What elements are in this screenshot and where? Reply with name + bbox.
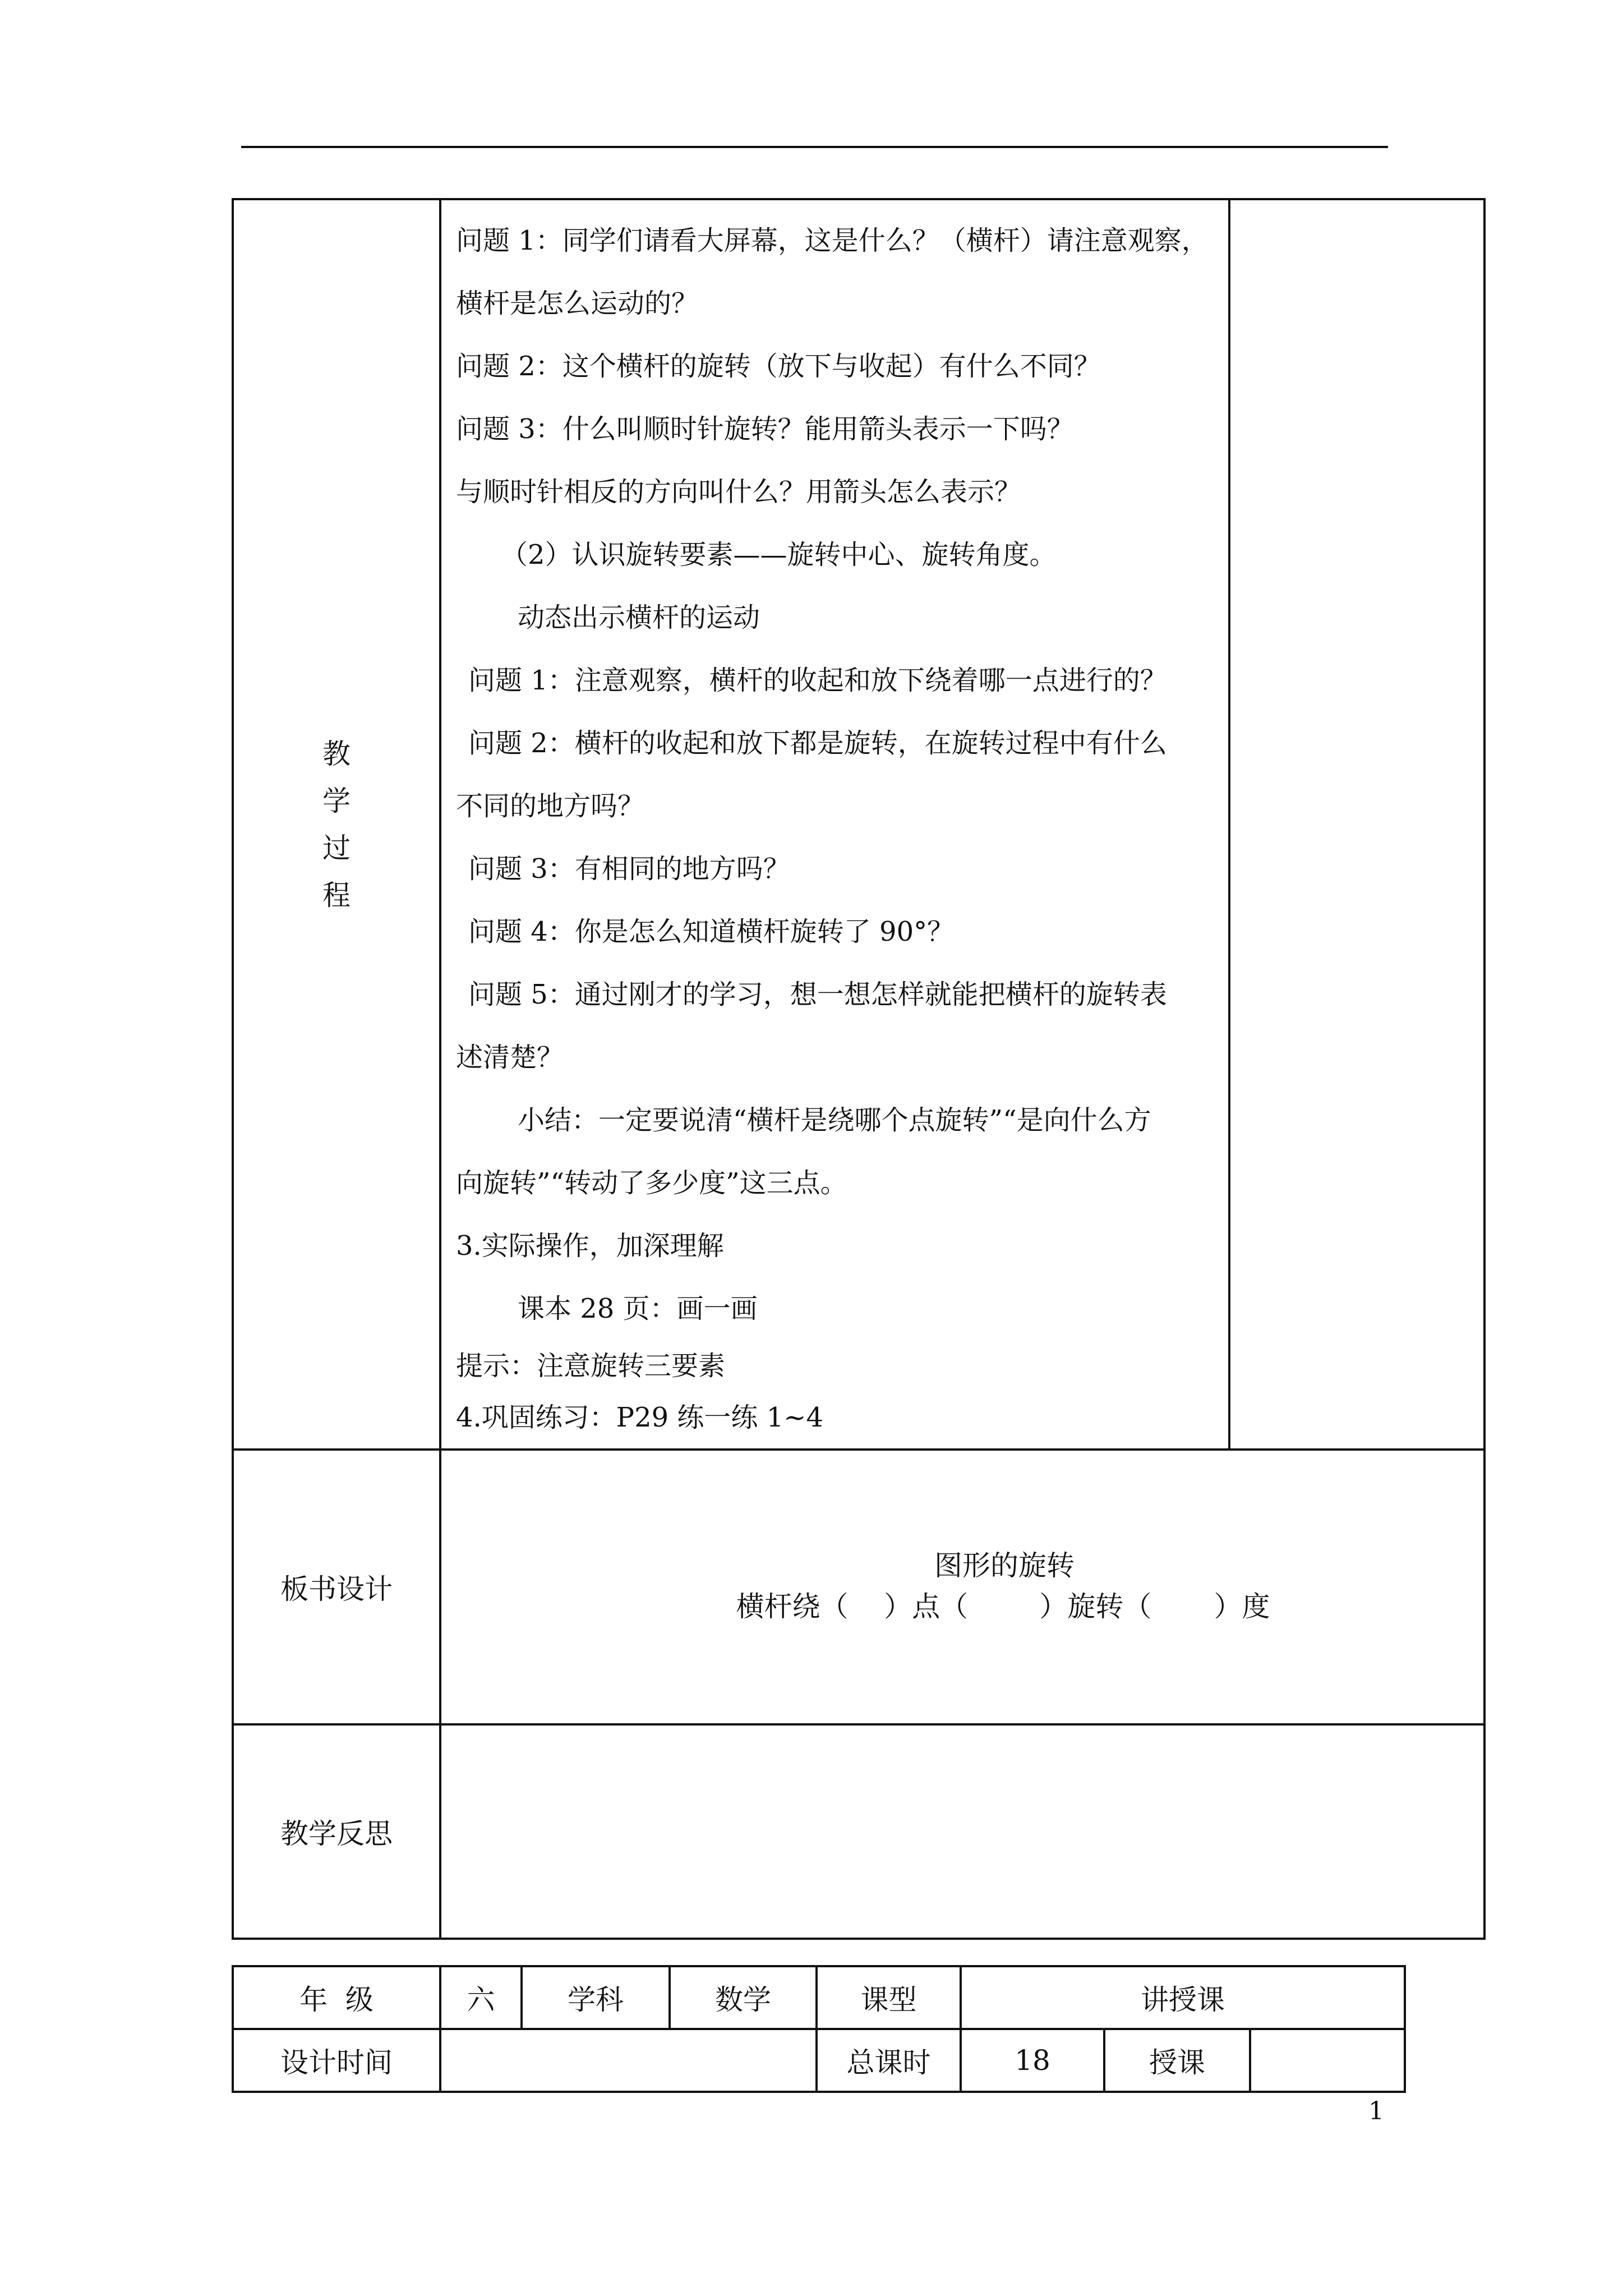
process-line: 问题 4：你是怎么知道横杆旋转了 90°？ (468, 916, 955, 947)
process-line: 课本 28 页：画一画 (518, 1293, 758, 1324)
reflection-label: 教学反思 (233, 1724, 440, 1939)
info-row (233, 1966, 1405, 2029)
reflection-content (440, 1724, 1484, 1939)
process-label-char: 过 (322, 831, 351, 864)
process-line: （2）认识旋转要素——旋转中心、旋转角度。 (501, 539, 1057, 570)
board-row (233, 1450, 1484, 1724)
process-label (234, 730, 439, 919)
process-content (440, 199, 1229, 1450)
grade-value: 六 (440, 1966, 522, 2029)
lesson-value (1250, 2029, 1405, 2092)
process-label-char: 学 (322, 784, 351, 817)
process-line: 提示：注意旋转三要素 (456, 1350, 726, 1382)
process-line: 3.实际操作，加深理解 (456, 1230, 724, 1262)
process-line: 与顺时针相反的方向叫什么？用箭头怎么表示？ (456, 476, 1022, 508)
process-line: 问题 1：同学们请看大屏幕，这是什么？（横杆）请注意观察， (456, 225, 1209, 256)
page-number: 1 (1368, 2097, 1384, 2125)
process-line: 问题 1：注意观察，横杆的收起和放下绕着哪一点进行的？ (468, 665, 1167, 696)
process-line: 横杆是怎么运动的？ (456, 288, 699, 319)
subject-label: 学科 (522, 1966, 670, 2029)
board-label: 板书设计 (233, 1450, 440, 1724)
process-line: 动态出示横杆的运动 (518, 602, 760, 633)
type-value: 讲授课 (961, 1966, 1405, 2029)
process-label-cell (233, 199, 440, 1450)
process-label-char: 程 (322, 878, 351, 912)
lesson-label: 授课 (1104, 2029, 1250, 2092)
board-content (440, 1450, 1484, 1724)
process-line: 不同的地方吗？ (456, 790, 645, 822)
header-rule (241, 146, 1388, 148)
process-line: 向旋转”“转动了多少度”这三点。 (456, 1167, 847, 1199)
total-hours-value: 18 (961, 2029, 1104, 2092)
process-line: 问题 5：通过刚才的学习，想一想怎样就能把横杆的旋转表 (468, 979, 1167, 1010)
info-row (233, 2029, 1405, 2092)
process-notes-cell (1229, 199, 1484, 1450)
lesson-plan-table (232, 198, 1486, 1940)
process-line: 问题 2：这个横杆的旋转（放下与收起）有什么不同？ (456, 351, 1101, 382)
process-row (233, 199, 1484, 1450)
process-line: 述清楚？ (456, 1042, 564, 1073)
board-formula: 横杆绕（ ）点（ ）旋转（ ）度 (736, 1590, 1270, 1623)
subject-value: 数学 (670, 1966, 817, 2029)
process-line: 问题 3：什么叫顺时针旋转？能用箭头表示一下吗？ (456, 413, 1074, 445)
reflection-row (233, 1724, 1484, 1939)
process-line: 4.巩固练习：P29 练一练 1~4 (456, 1402, 823, 1433)
design-time-label: 设计时间 (233, 2029, 440, 2092)
course-info-table (232, 1965, 1406, 2093)
process-line: 小结：一定要说清“横杆是绕哪个点旋转”“是向什么方 (518, 1105, 1151, 1136)
process-line: 问题 3：有相同的地方吗？ (468, 853, 790, 885)
process-line: 问题 2：横杆的收起和放下都是旋转，在旋转过程中有什么 (468, 728, 1167, 759)
process-label-char: 教 (322, 737, 351, 770)
type-label: 课型 (817, 1966, 961, 2029)
grade-label: 年 级 (233, 1966, 440, 2029)
total-hours-label: 总课时 (817, 2029, 961, 2092)
board-title: 图形的旋转 (934, 1549, 1075, 1582)
design-time-value (440, 2029, 817, 2092)
